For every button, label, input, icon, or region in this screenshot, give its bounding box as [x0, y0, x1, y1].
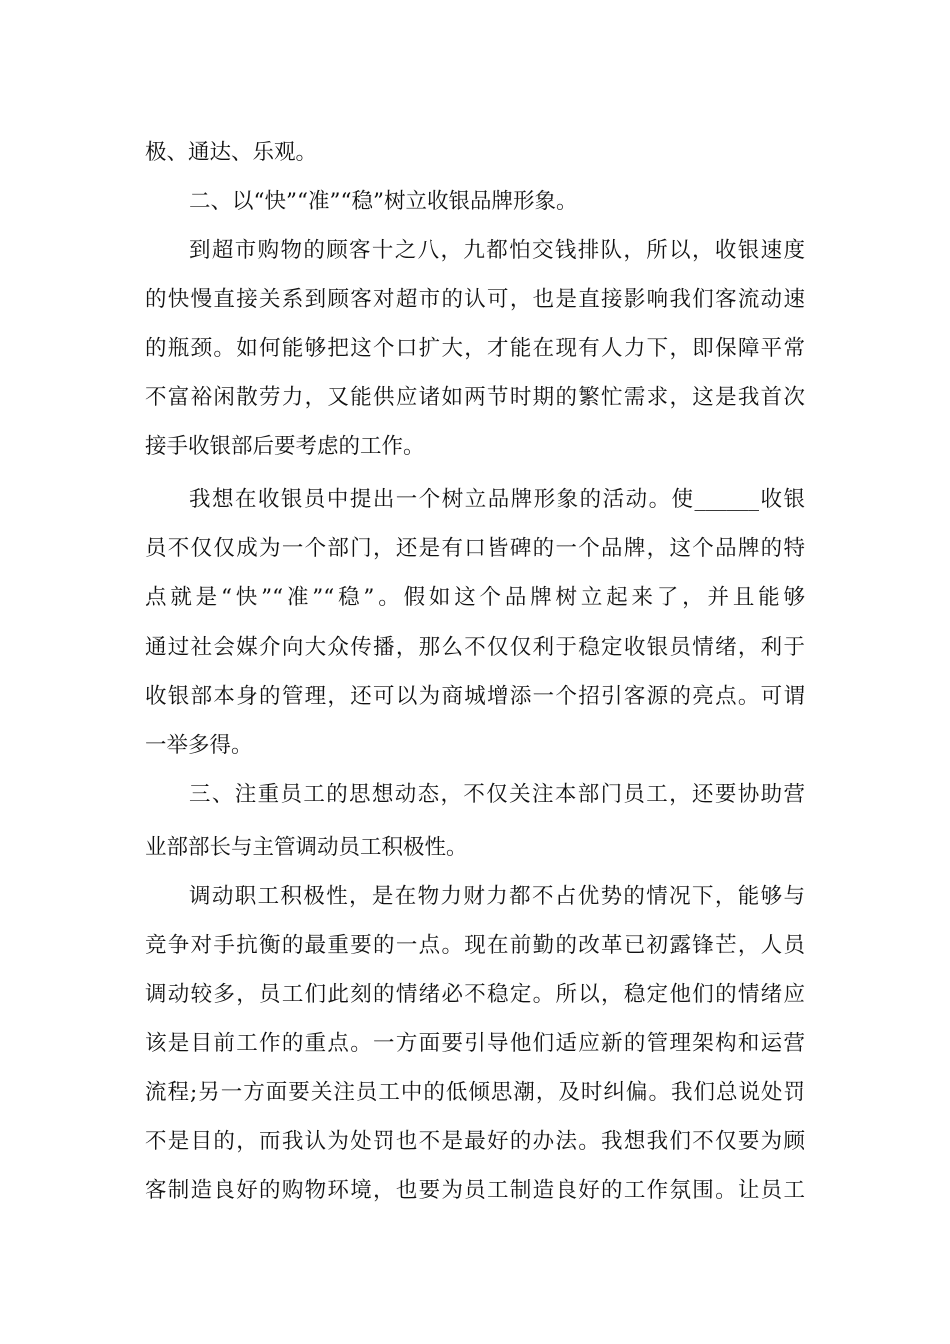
text-line: 不富裕闲散劳力，又能供应诸如两节时期的繁忙需求，这是我首次 [145, 385, 805, 410]
text-line: 收银部本身的管理，还可以为商城增添一个招引客源的亮点。可谓 [145, 684, 805, 709]
text-line: 员不仅仅成为一个部门，还是有口皆碑的一个品牌，这个品牌的特 [145, 536, 805, 561]
text-line: 的瓶颈。如何能够把这个口扩大，才能在现有人力下，即保障平常 [145, 336, 805, 361]
text-line: 客制造良好的购物环境，也要为员工制造良好的工作氛围。让员工 [145, 1178, 805, 1203]
text-line: 该是目前工作的重点。一方面要引导他们适应新的管理架构和运营 [145, 1031, 805, 1056]
text-line: 一举多得。 [145, 733, 253, 758]
text-line: 极、通达、乐观。 [145, 140, 318, 165]
text-line: 流程;另一方面要关注员工中的低倾思潮，及时纠偏。我们总说处罚 [145, 1080, 805, 1105]
text-line: 竞争对手抗衡的最重要的一点。现在前勤的改革已初露锋芒，人员 [145, 933, 805, 958]
text-line: 调动较多，员工们此刻的情绪必不稳定。所以，稳定他们的情绪应 [145, 982, 805, 1007]
section-heading: 三、注重员工的思想动态，不仅关注本部门员工，还要协助营 [189, 782, 805, 807]
text-line: 我想在收银员中提出一个树立品牌形象的活动。使______收银 [189, 487, 805, 512]
text-line: 点就是“快”“准”“稳”。假如这个品牌树立起来了，并且能够 [145, 585, 805, 610]
section-heading: 二、以“快”“准”“稳”树立收银品牌形象。 [189, 189, 578, 214]
text-line: 到超市购物的顾客十之八，九都怕交钱排队，所以，收银速度 [189, 238, 805, 263]
text-line: 的快慢直接关系到顾客对超市的认可，也是直接影响我们客流动速 [145, 287, 805, 312]
text-line: 调动职工积极性，是在物力财力都不占优势的情况下，能够与 [189, 884, 805, 909]
section-heading: 业部部长与主管调动员工积极性。 [145, 835, 468, 860]
text-line: 通过社会媒介向大众传播，那么不仅仅利于稳定收银员情绪，利于 [145, 635, 805, 660]
text-line: 接手收银部后要考虑的工作。 [145, 434, 425, 459]
text-line: 不是目的，而我认为处罚也不是最好的办法。我想我们不仅要为顾 [145, 1129, 805, 1154]
